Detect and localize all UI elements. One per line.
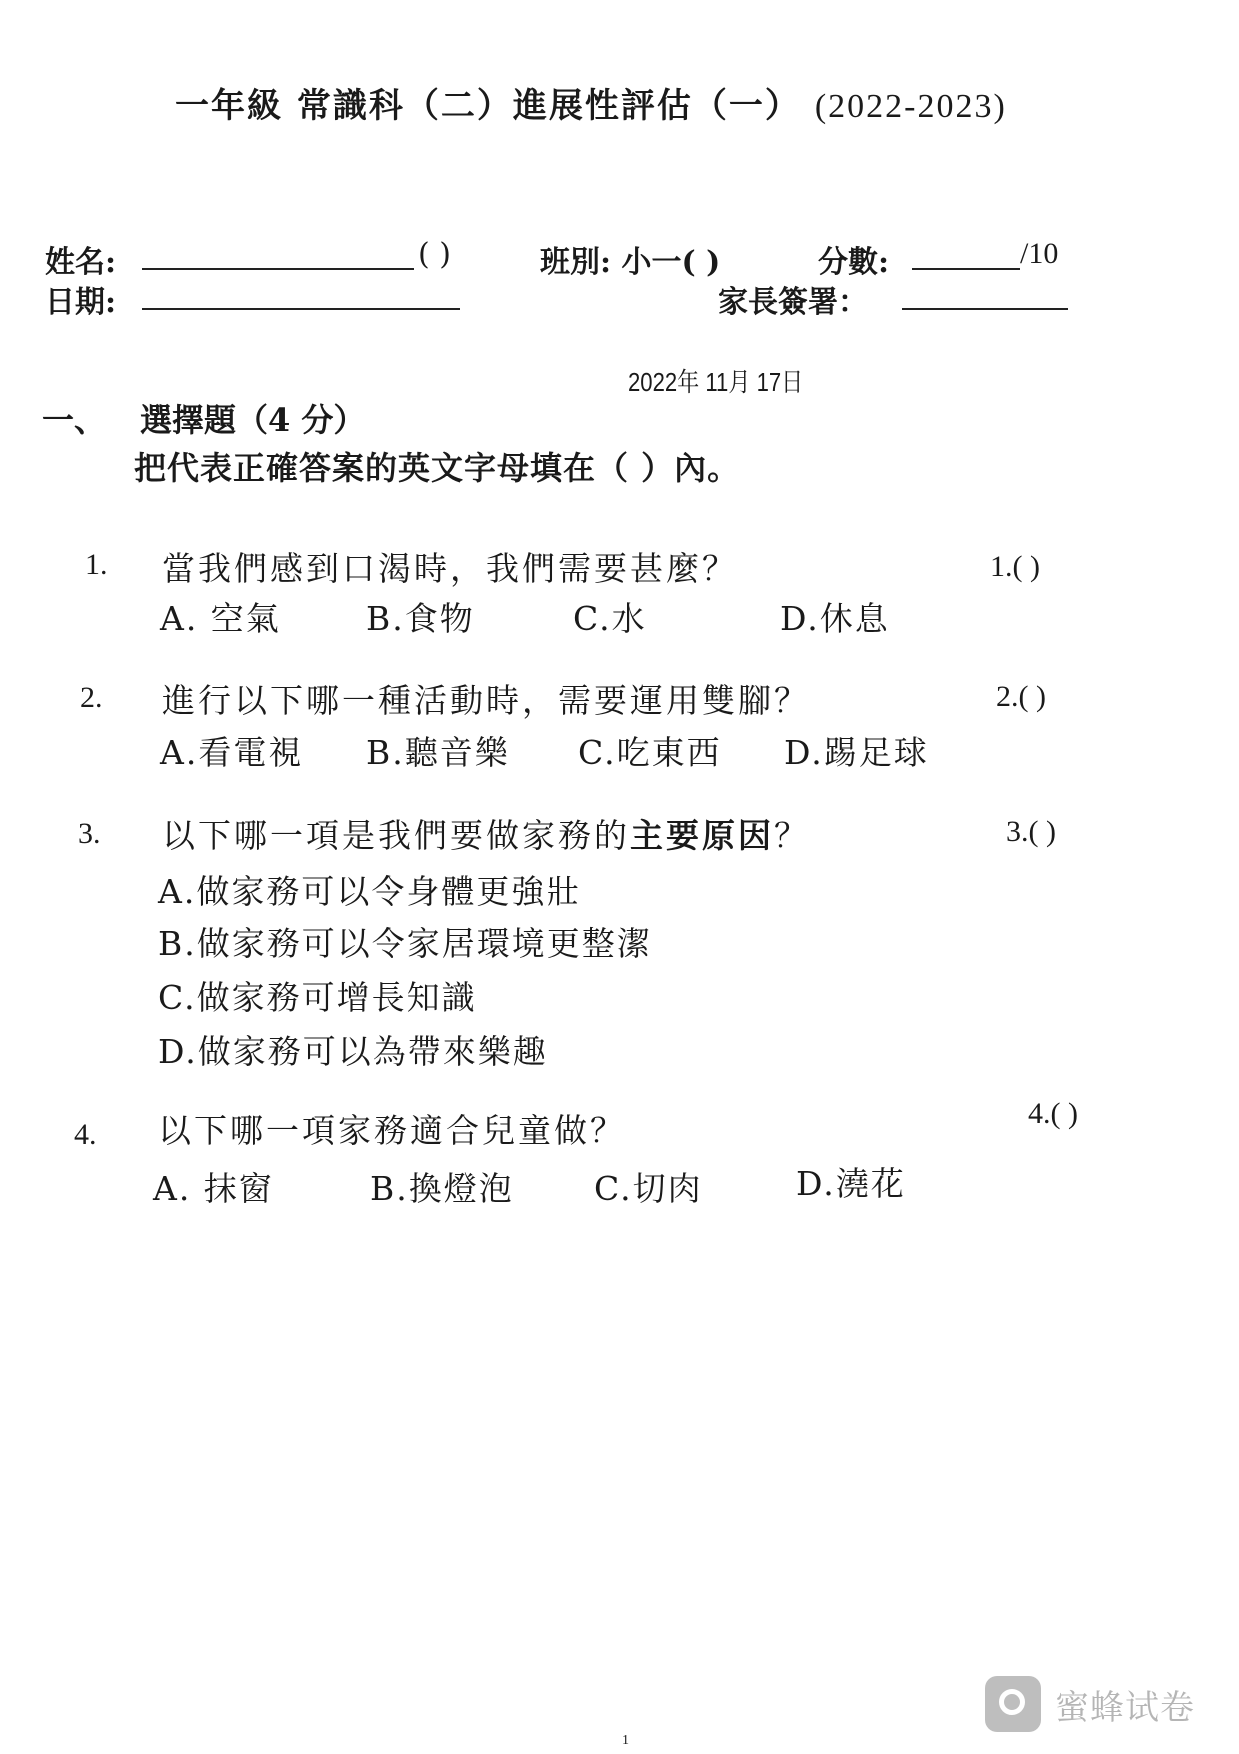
- option-a: A.看電視: [160, 733, 304, 772]
- title-year: (2022-2023): [814, 88, 1007, 125]
- answer-blank[interactable]: 3.( ): [1006, 815, 1056, 848]
- option-c: C.切肉: [594, 1169, 703, 1208]
- option-d: D.澆花: [796, 1164, 906, 1203]
- date-field[interactable]: [142, 308, 460, 310]
- title-text: 一年級 常識科（二）進展性評估（一）: [175, 86, 801, 126]
- option-d: D.休息: [780, 599, 890, 638]
- option-c: C.做家務可增長知識: [158, 978, 477, 1017]
- question-number: 4.: [74, 1118, 97, 1151]
- name-field[interactable]: [142, 268, 414, 270]
- option-d: D.做家務可以為帶來樂趣: [158, 1032, 548, 1071]
- page-title: [175, 78, 1007, 127]
- option-d: D.踢足球: [784, 733, 929, 772]
- watermark: [985, 1676, 1195, 1732]
- option-c: C.吃東西: [578, 733, 722, 772]
- parent-signature-label: 家長簽署：: [718, 285, 868, 320]
- watermark-logo-icon: [985, 1676, 1041, 1732]
- class-number-paren: ( ): [418, 237, 451, 272]
- question-number: 2.: [80, 681, 103, 714]
- option-b: B.換燈泡: [370, 1169, 514, 1208]
- option-b: B.食物: [366, 599, 475, 638]
- answer-blank[interactable]: 1.( ): [990, 550, 1040, 583]
- score-field[interactable]: [912, 268, 1020, 270]
- question-number: 3.: [78, 817, 101, 850]
- section-number: 一、: [42, 401, 107, 439]
- watermark-text: 蜜蜂试卷: [1055, 1687, 1195, 1728]
- section-instruction: 把代表正確答案的英文字母填在（ ）內。: [134, 449, 741, 487]
- option-b: B.聽音樂: [366, 733, 510, 772]
- option-b: B.做家務可以令家居環境更整潔: [158, 924, 652, 963]
- option-c: C.水: [573, 599, 647, 638]
- name-label: 姓名:: [45, 245, 117, 280]
- page-number: 1: [622, 1733, 629, 1748]
- option-a: A. 抹窗: [153, 1169, 274, 1208]
- answer-blank[interactable]: 4.( ): [1028, 1097, 1078, 1130]
- question-text: 以下哪一項家務適合兒童做？: [158, 1111, 626, 1150]
- date-label: 日期:: [45, 285, 117, 320]
- question-text: 當我們感到口渴時，我們需要甚麼？: [162, 549, 738, 588]
- score-label: 分數:: [818, 245, 890, 280]
- answer-blank[interactable]: 2.( ): [996, 680, 1046, 713]
- option-a: A. 空氣: [160, 599, 281, 638]
- date-stamp: 2022年 11月 17日: [628, 367, 804, 397]
- question-number: 1.: [85, 548, 108, 581]
- parent-signature-field[interactable]: [902, 308, 1068, 310]
- section-title: 選擇題（4 分）: [140, 401, 366, 439]
- section-heading: [42, 395, 365, 441]
- question-text: 進行以下哪一種活動時，需要運用雙腳？: [162, 681, 810, 720]
- question-text: 以下哪一項是我們要做家務的主要原因？: [162, 816, 810, 855]
- score-total: /10: [1020, 237, 1059, 270]
- emphasis-main-reason: 主要原因: [630, 816, 774, 855]
- class-label: 班別: 小一( ): [540, 245, 721, 280]
- option-a: A.做家務可以令身體更強壯: [158, 872, 582, 911]
